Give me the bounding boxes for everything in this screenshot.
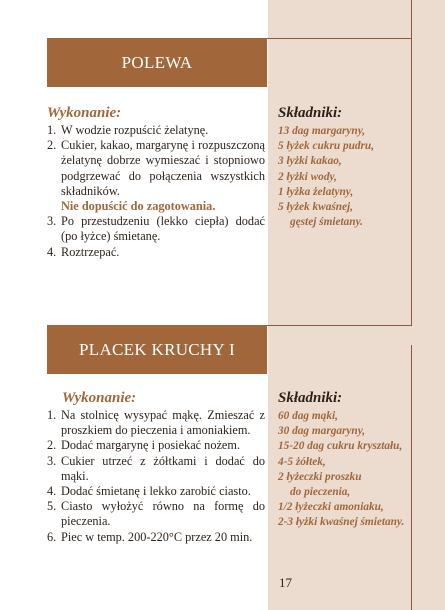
- step-item: 1. Na stolnicę wysypać mąkę. Zmieszać z proszkiem do pieczenia i amoniakiem.: [47, 408, 265, 438]
- step-item: 2. Cukier, kakao, margarynę i rozpuszczoną żelatynę dobrze wymieszać i stopniowo podgrzewać do połączenia wszystkich składników.: [47, 138, 265, 198]
- ingredient-item: gęstej śmietany.: [290, 216, 363, 229]
- ingredient-item: 30 dag margaryny,: [278, 425, 366, 438]
- ingredient-item: 2 łyżeczki proszku: [278, 470, 362, 483]
- ingredient-item: 4-5 żółtek,: [278, 455, 326, 468]
- ingredients-list: [278, 409, 404, 531]
- step-item: 2. Dodać margarynę i posiekać nożem.: [47, 438, 241, 453]
- ingredient-item: 15-20 dag cukru kryształu,: [278, 440, 403, 453]
- vertical-rule-top: [411, 0, 412, 325]
- ingredient-item: 60 dag mąki,: [278, 410, 338, 422]
- ingredients-list: [278, 124, 374, 230]
- ingredient-item: 2-3 łyżki kwaśnej śmietany.: [278, 516, 405, 529]
- step-item: 3. Cukier utrzeć z żółtkami i dodać do mąki.: [47, 453, 265, 483]
- ingredients-heading: Składniki:: [278, 390, 343, 406]
- section-title-banner: PLACEK KRUCHY I: [47, 325, 267, 374]
- ingredient-item: 5 łyżek kwaśnej,: [278, 201, 353, 214]
- step-item: 4. Roztrzepać.: [47, 244, 120, 259]
- step-item: 5. Ciasto wyłożyć równo na formę do pieczenia.: [47, 499, 265, 529]
- steps-list: [47, 123, 265, 260]
- ingredient-item: 3 łyżki kakao,: [278, 155, 342, 168]
- vertical-rule-bottom: [411, 345, 412, 610]
- ingredient-item: 1 łyżka żelatyny,: [278, 185, 354, 198]
- page-number: 17: [279, 575, 292, 590]
- ingredient-item: 5 łyżek cukru pudru,: [278, 140, 375, 153]
- ingredient-item: 13 dag margaryny,: [278, 125, 366, 137]
- ingredient-item: 2 łyżki wody,: [278, 170, 337, 183]
- ingredient-item: do pieczenia,: [290, 486, 351, 499]
- step-warning: Nie dopuścić do zagotowania.: [61, 199, 216, 214]
- ingredients-heading: Składniki:: [278, 105, 343, 121]
- step-item: 4. Dodać śmietanę i lekko zarobić ciasto.: [47, 484, 251, 499]
- step-item: 1. W wodzie rozpuścić żelatynę.: [47, 123, 209, 137]
- steps-heading: Wykonanie:: [47, 105, 122, 121]
- steps-heading: Wykonanie:: [62, 390, 137, 406]
- ingredient-item: 1/2 łyżeczki amoniaku,: [278, 501, 384, 514]
- step-item: 3. Po przestudzeniu (lekko ciepła) dodać (po łyżce) śmietanę.: [47, 214, 265, 244]
- section-title-banner: POLEWA: [47, 38, 267, 87]
- steps-list: [47, 408, 265, 545]
- step-item: 6. Piec w temp. 200-220°C przez 20 min.: [47, 529, 253, 544]
